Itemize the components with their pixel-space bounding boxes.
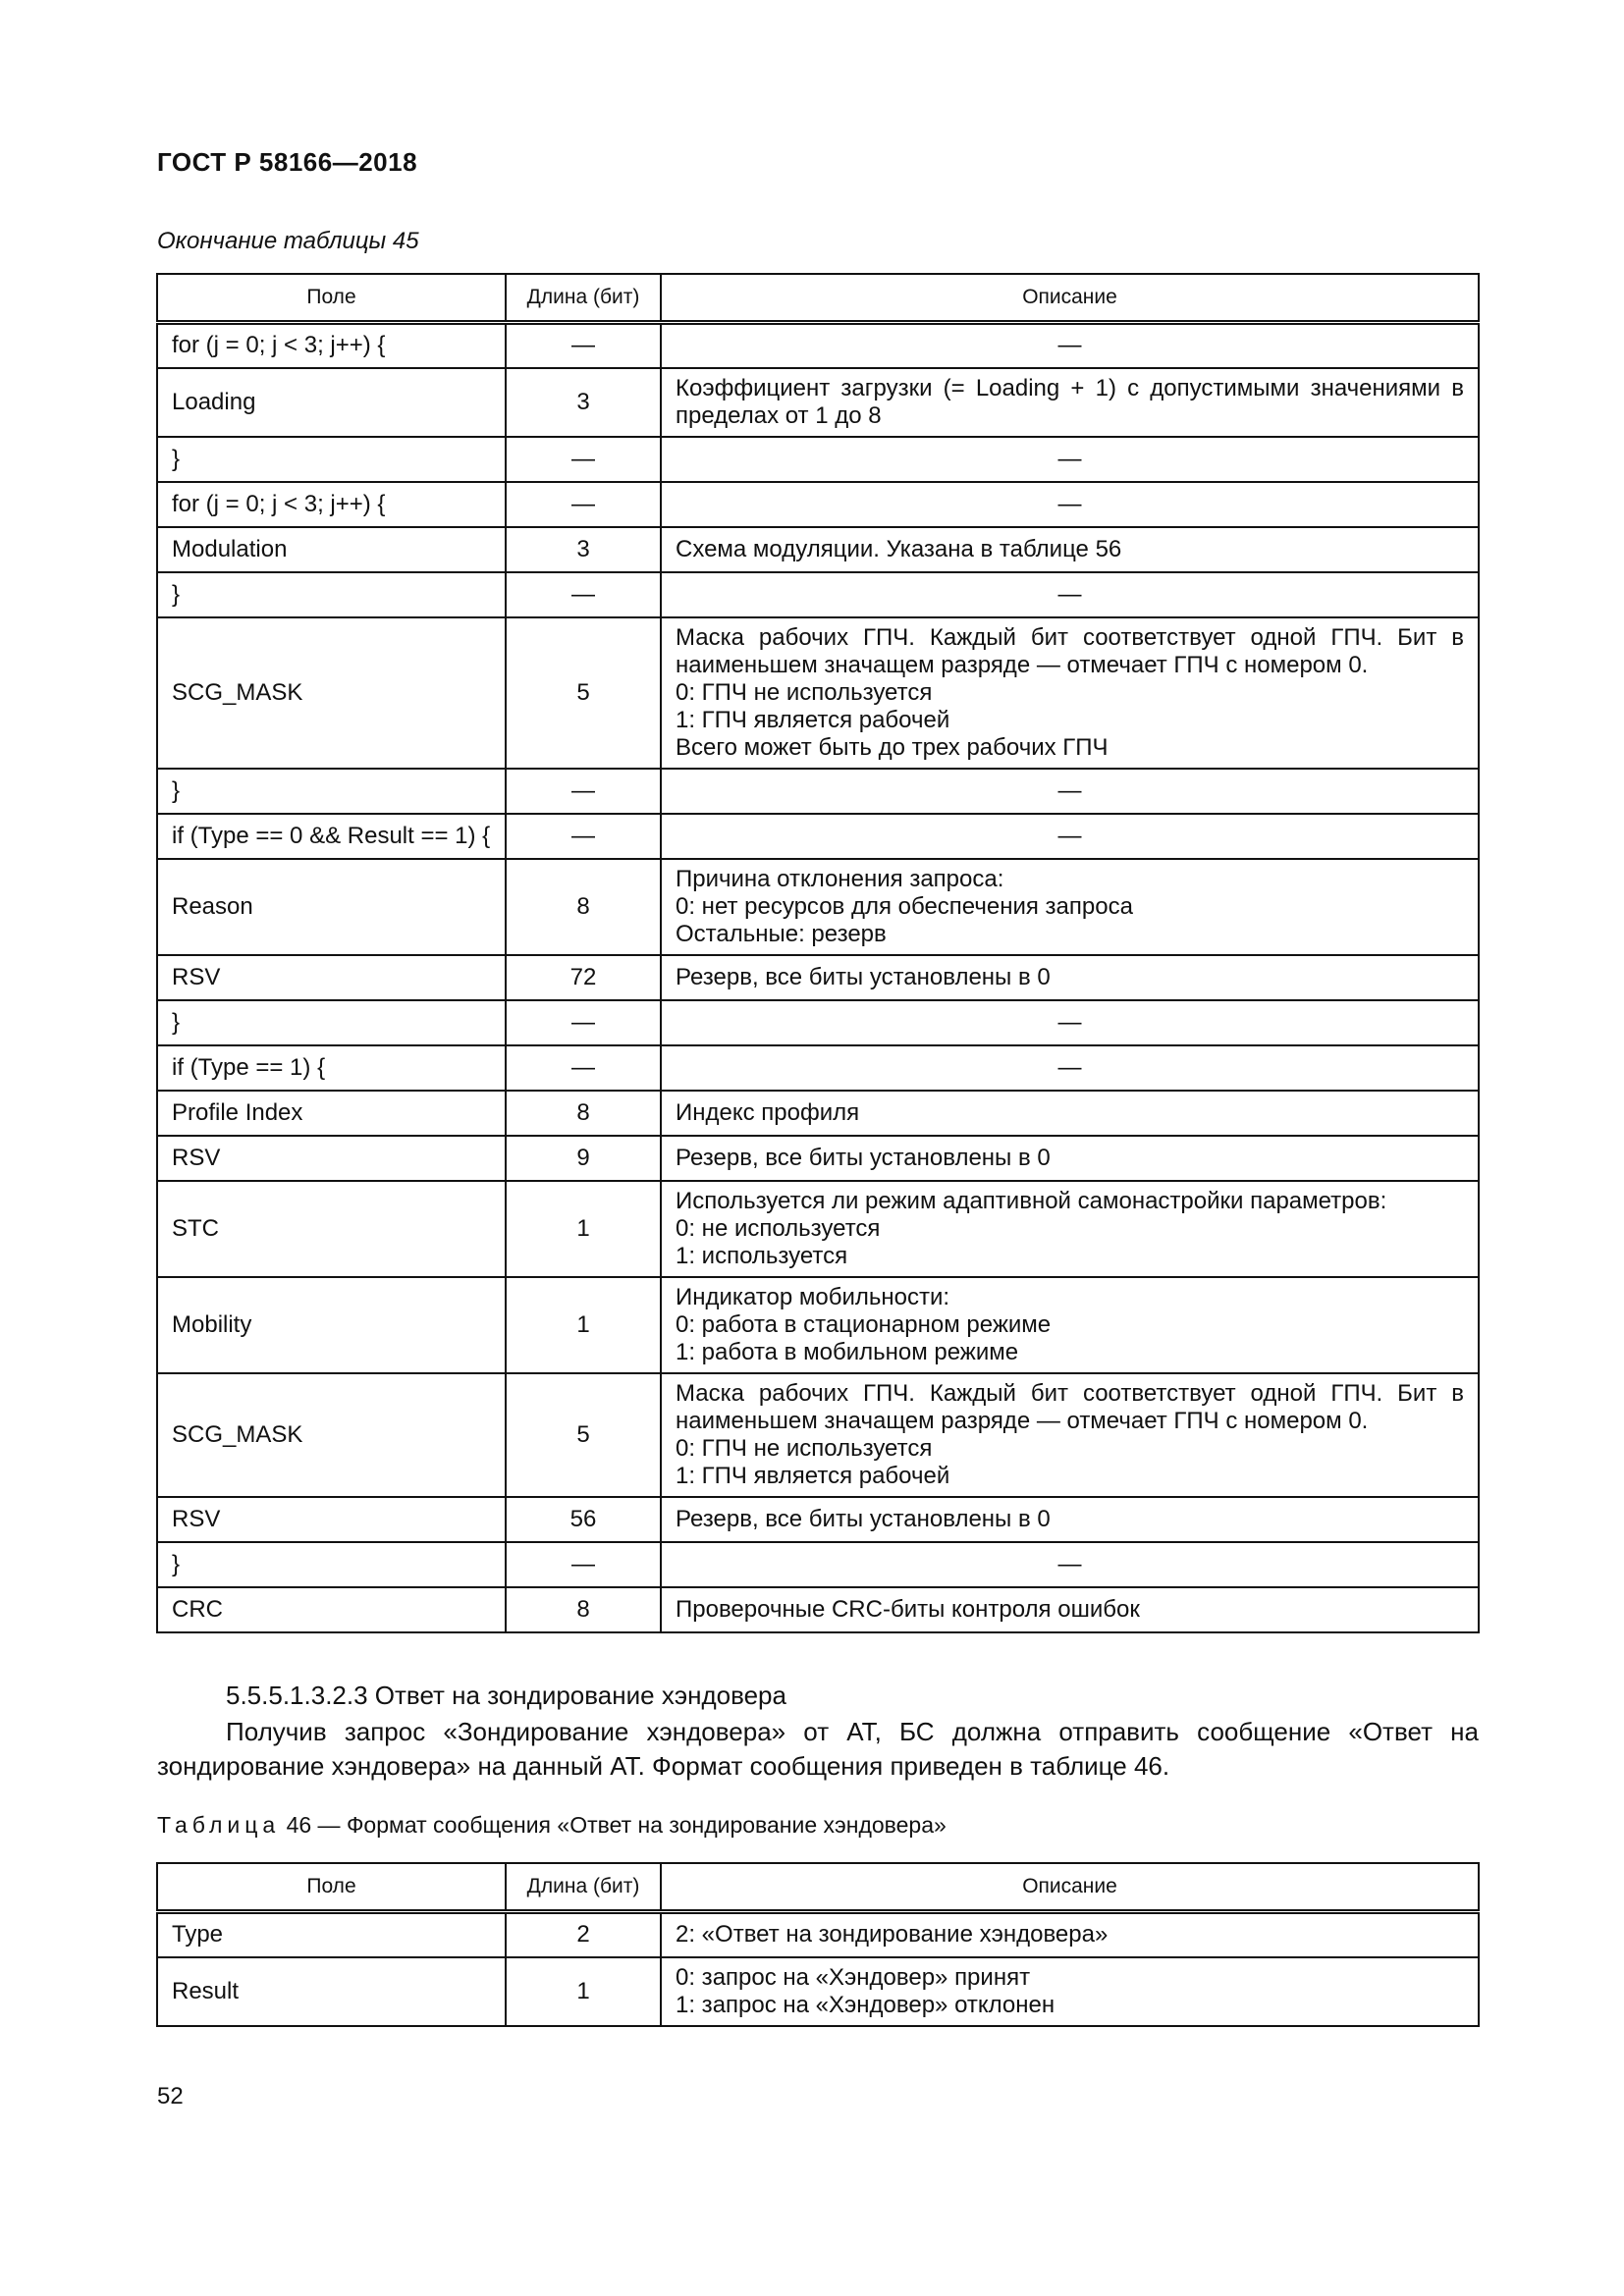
table-row [157, 527, 1479, 572]
table-row [157, 1000, 1479, 1045]
description-cell: Используется ли режим адаптивной самонастройки параметров: 0: не используется 1: используется [661, 1181, 1479, 1277]
length-cell: 8 [506, 859, 661, 955]
description-cell: 0: запрос на «Хэндовер» принят 1: запрос на «Хэндовер» отклонен [661, 1957, 1479, 2026]
description-cell: — [661, 1000, 1479, 1045]
table-46-caption-label: Таблица [157, 1812, 281, 1838]
field-cell: } [157, 1542, 506, 1587]
field-cell: Profile Index [157, 1091, 506, 1136]
column-header-length: Длина (бит) [506, 1863, 661, 1912]
length-cell: — [506, 323, 661, 368]
table-row [157, 323, 1479, 368]
table-45 [156, 273, 1480, 1633]
field-cell: } [157, 572, 506, 617]
field-cell: Mobility [157, 1277, 506, 1373]
table-row [157, 1181, 1479, 1277]
table-row [157, 368, 1479, 437]
field-cell: Type [157, 1912, 506, 1957]
length-cell: — [506, 572, 661, 617]
description-cell: Индекс профиля [661, 1091, 1479, 1136]
table-row [157, 955, 1479, 1000]
length-cell: — [506, 1542, 661, 1587]
table-row [157, 769, 1479, 814]
section-paragraph: Получив запрос «Зондирование хэндовера» от АТ, БС должна отправить сообщение «Ответ на зондирование хэндовера» на данный АТ. Формат сообщения приведен в таблице 46. [157, 1717, 1479, 1781]
field-cell: } [157, 1000, 506, 1045]
field-cell: Loading [157, 368, 506, 437]
length-cell: 1 [506, 1277, 661, 1373]
description-cell: Причина отклонения запроса: 0: нет ресурсов для обеспечения запроса Остальные: резерв [661, 859, 1479, 955]
description-cell: Маска рабочих ГПЧ. Каждый бит соответствует одной ГПЧ. Бит в наименьшем значащем разряде — отмечает ГПЧ с номером 0. 0: ГПЧ не используется 1: ГПЧ является рабочей Всего может быть до трех рабочих ГПЧ [661, 617, 1479, 769]
length-cell: — [506, 437, 661, 482]
description-cell: 2: «Ответ на зондирование хэндовера» [661, 1912, 1479, 1957]
description-cell: Маска рабочих ГПЧ. Каждый бит соответствует одной ГПЧ. Бит в наименьшем значащем разряде — отмечает ГПЧ с номером 0. 0: ГПЧ не используется 1: ГПЧ является рабочей [661, 1373, 1479, 1497]
field-cell: RSV [157, 1136, 506, 1181]
table-row [157, 1136, 1479, 1181]
description-cell: Коэффициент загрузки (= Loading + 1) с допустимыми значениями в пределах от 1 до 8 [661, 368, 1479, 437]
table-row [157, 437, 1479, 482]
field-cell: Reason [157, 859, 506, 955]
field-cell: SCG_MASK [157, 617, 506, 769]
field-cell: for (j = 0; j < 3; j++) { [157, 323, 506, 368]
description-cell: Резерв, все биты установлены в 0 [661, 955, 1479, 1000]
length-cell: 8 [506, 1587, 661, 1632]
field-cell: Result [157, 1957, 506, 2026]
page-number: 52 [157, 2083, 184, 2109]
length-cell: 3 [506, 368, 661, 437]
table-row [157, 1277, 1479, 1373]
table-row [157, 1091, 1479, 1136]
table-row [157, 1912, 1479, 1957]
length-cell: — [506, 482, 661, 527]
field-cell: if (Type == 1) { [157, 1045, 506, 1091]
length-cell: — [506, 814, 661, 859]
length-cell: 56 [506, 1497, 661, 1542]
description-cell: — [661, 1045, 1479, 1091]
field-cell: CRC [157, 1587, 506, 1632]
field-cell: } [157, 769, 506, 814]
field-cell: Modulation [157, 527, 506, 572]
length-cell: — [506, 1000, 661, 1045]
length-cell: 3 [506, 527, 661, 572]
table-row [157, 617, 1479, 769]
field-cell: for (j = 0; j < 3; j++) { [157, 482, 506, 527]
length-cell: 72 [506, 955, 661, 1000]
table-header-row [157, 274, 1479, 323]
column-header-description: Описание [661, 274, 1479, 323]
length-cell: — [506, 1045, 661, 1091]
description-cell: — [661, 769, 1479, 814]
description-cell: Резерв, все биты установлены в 0 [661, 1497, 1479, 1542]
column-header-length: Длина (бит) [506, 274, 661, 323]
description-cell: — [661, 572, 1479, 617]
table-row [157, 572, 1479, 617]
table-row [157, 1542, 1479, 1587]
table-46-caption [157, 1812, 947, 1839]
field-cell: STC [157, 1181, 506, 1277]
description-cell: Резерв, все биты установлены в 0 [661, 1136, 1479, 1181]
field-cell: RSV [157, 955, 506, 1000]
field-cell: SCG_MASK [157, 1373, 506, 1497]
length-cell: 8 [506, 1091, 661, 1136]
field-cell: if (Type == 0 && Result == 1) { [157, 814, 506, 859]
table-row [157, 859, 1479, 955]
length-cell: 9 [506, 1136, 661, 1181]
length-cell: 5 [506, 1373, 661, 1497]
section-heading: 5.5.5.1.3.2.3 Ответ на зондирование хэндовера [226, 1681, 786, 1710]
table-row [157, 1373, 1479, 1497]
description-cell: — [661, 1542, 1479, 1587]
field-cell: RSV [157, 1497, 506, 1542]
table-row [157, 814, 1479, 859]
description-cell: — [661, 814, 1479, 859]
table-row [157, 1497, 1479, 1542]
description-cell: Схема модуляции. Указана в таблице 56 [661, 527, 1479, 572]
description-cell: — [661, 323, 1479, 368]
table-header-row [157, 1863, 1479, 1912]
table-row [157, 482, 1479, 527]
table-46 [156, 1862, 1480, 2027]
table-row [157, 1045, 1479, 1091]
column-header-field: Поле [157, 274, 506, 323]
table-45-continuation-caption: Окончание таблицы 45 [157, 228, 419, 254]
table-row [157, 1957, 1479, 2026]
length-cell: 2 [506, 1912, 661, 1957]
table-46-caption-title: 46 — Формат сообщения «Ответ на зондирование хэндовера» [280, 1812, 947, 1838]
document-header: ГОСТ Р 58166—2018 [157, 147, 418, 177]
table-row [157, 1587, 1479, 1632]
length-cell: — [506, 769, 661, 814]
column-header-field: Поле [157, 1863, 506, 1912]
length-cell: 5 [506, 617, 661, 769]
length-cell: 1 [506, 1181, 661, 1277]
table-46-body [157, 1912, 1479, 2026]
description-cell: — [661, 482, 1479, 527]
field-cell: } [157, 437, 506, 482]
description-cell: Индикатор мобильности: 0: работа в стационарном режиме 1: работа в мобильном режиме [661, 1277, 1479, 1373]
description-cell: Проверочные CRC-биты контроля ошибок [661, 1587, 1479, 1632]
description-cell: — [661, 437, 1479, 482]
length-cell: 1 [506, 1957, 661, 2026]
table-45-body [157, 323, 1479, 1632]
column-header-description: Описание [661, 1863, 1479, 1912]
